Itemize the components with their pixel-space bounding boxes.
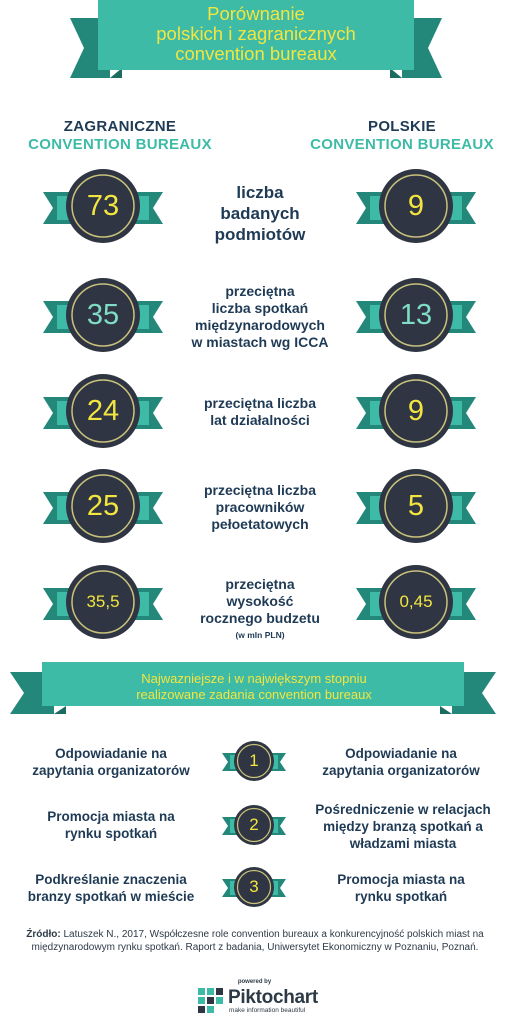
source-label: Źródło: xyxy=(26,929,61,940)
task-polish-1-line2: zapytania organizatorów xyxy=(322,763,480,778)
task-foreign-3-line2: branzy spotkań w mieście xyxy=(27,889,195,904)
polish-entities-value: 9 xyxy=(407,189,425,222)
stat-label-employees xyxy=(170,482,350,533)
task-polish-3-line1: Promocja miasta na xyxy=(337,872,465,887)
stat-label-budget-line1: przeciętna xyxy=(225,576,295,592)
task-polish-2-line3: władzami miasta xyxy=(349,836,457,851)
task-polish-3-line2: rynku spotkań xyxy=(354,889,448,904)
foreign-years-value: 24 xyxy=(86,394,120,427)
stat-label-years-line2: lat działalności xyxy=(210,412,310,428)
task-foreign-1-line1: Odpowiadanie na xyxy=(55,746,167,761)
stat-label-entities-line3: podmiotów xyxy=(214,225,306,244)
polish-meetings-medal xyxy=(356,275,476,355)
tasks-heading-line1: Najwazniejsze i w największym stopniu xyxy=(141,671,367,686)
polish-budget-medal xyxy=(356,562,476,642)
foreign-entities-medal xyxy=(43,166,163,246)
task-foreign-1 xyxy=(6,745,216,779)
stat-label-meetings xyxy=(170,283,350,351)
task-foreign-2-line2: rynku spotkań xyxy=(64,826,158,841)
column-header-polish-line1: POLSKIE xyxy=(368,118,436,135)
column-header-polish-line2: CONVENTION BUREAUX xyxy=(310,136,494,153)
task-rank-3-badge xyxy=(222,865,286,909)
polish-years-medal xyxy=(356,371,476,451)
stat-label-employees-line1: przeciętna liczba xyxy=(203,482,317,498)
title-line-3: convention bureaux xyxy=(175,43,337,64)
task-polish-2-line1: Pośredniczenie w relacjach xyxy=(315,802,491,817)
foreign-meetings-value: 35 xyxy=(86,298,120,331)
piktochart-logo-icon xyxy=(198,988,224,1014)
foreign-employees-value: 25 xyxy=(86,489,120,522)
stat-label-meetings-line4: w miastach wg ICCA xyxy=(191,334,329,350)
polish-budget-value: 0,45 xyxy=(399,592,433,611)
powered-by-label: powered by xyxy=(237,979,272,985)
title-line-1: Porównanie xyxy=(207,3,305,24)
task-rank-3: 3 xyxy=(249,877,259,896)
stat-label-employees-line3: pełoetatowych xyxy=(211,516,309,532)
task-foreign-1-line2: zapytania organizatorów xyxy=(32,763,190,778)
stat-label-meetings-line1: przeciętna xyxy=(225,283,295,299)
stat-label-entities xyxy=(170,182,350,245)
stat-label-budget xyxy=(170,576,350,641)
task-rank-1-badge xyxy=(222,739,286,783)
polish-employees-medal xyxy=(356,466,476,546)
column-header-polish xyxy=(282,118,509,154)
piktochart-brand-name: Piktochart xyxy=(228,987,318,1008)
tasks-heading xyxy=(54,671,454,703)
stat-label-entities-line1: liczba xyxy=(236,183,284,202)
stat-label-entities-line2: badanych xyxy=(220,204,300,223)
foreign-entities-value: 73 xyxy=(86,189,120,222)
foreign-years-medal xyxy=(43,371,163,451)
foreign-budget-medal xyxy=(43,562,163,642)
piktochart-logo[interactable] xyxy=(198,988,318,1018)
stat-label-years xyxy=(170,395,350,429)
task-polish-3 xyxy=(296,871,506,905)
task-foreign-3-line1: Podkreślanie znaczenia xyxy=(35,872,187,887)
column-header-foreign-line1: ZAGRANICZNE xyxy=(63,118,177,135)
task-polish-1-line1: Odpowiadanie na xyxy=(345,746,457,761)
task-polish-1 xyxy=(296,745,506,779)
stat-label-meetings-line2: liczba spotkań xyxy=(211,300,309,316)
tasks-banner xyxy=(10,660,496,714)
source-text: Latuszek N., 2017, Współczesne role convention bureaux a konkurencyjność polskich miast na międzynarodowym rynku spotkań. Raport z badania, Uniwersytet Ekonomiczny w Poznaniu, Poznań. xyxy=(31,929,484,953)
stat-label-budget-unit: (w mln PLN) xyxy=(235,630,285,640)
foreign-meetings-medal xyxy=(43,275,163,355)
piktochart-tagline: make information beautiful xyxy=(229,1007,306,1014)
task-foreign-2 xyxy=(6,808,216,842)
source-note xyxy=(20,929,490,954)
stat-label-meetings-line3: międzynarodowych xyxy=(195,317,325,333)
column-header-foreign-line2: CONVENTION BUREAUX xyxy=(28,136,212,153)
stat-label-employees-line2: pracowników xyxy=(215,499,305,515)
page-title xyxy=(106,4,406,64)
polish-meetings-value: 13 xyxy=(399,298,433,331)
column-header-foreign xyxy=(0,118,240,154)
stat-label-budget-line3: rocznego budzetu xyxy=(200,610,320,626)
task-rank-2: 2 xyxy=(249,815,259,834)
task-rank-1: 1 xyxy=(249,751,259,770)
polish-employees-value: 5 xyxy=(407,489,425,522)
foreign-employees-medal xyxy=(43,466,163,546)
foreign-budget-value: 35,5 xyxy=(86,592,120,611)
task-polish-2 xyxy=(296,801,509,852)
task-foreign-2-line1: Promocja miasta na xyxy=(47,809,175,824)
task-foreign-3 xyxy=(6,871,216,905)
title-line-2: polskich i zagranicznych xyxy=(156,23,356,44)
task-rank-2-badge xyxy=(222,803,286,847)
title-banner xyxy=(70,0,442,80)
task-polish-2-line2: między branzą spotkań a xyxy=(323,819,483,834)
tasks-heading-line2: realizowane zadania convention bureaux xyxy=(136,687,372,702)
polish-years-value: 9 xyxy=(407,394,425,427)
stat-label-years-line1: przeciętna liczba xyxy=(203,395,317,411)
stat-label-budget-line2: wysokość xyxy=(226,593,294,609)
polish-entities-medal xyxy=(356,166,476,246)
